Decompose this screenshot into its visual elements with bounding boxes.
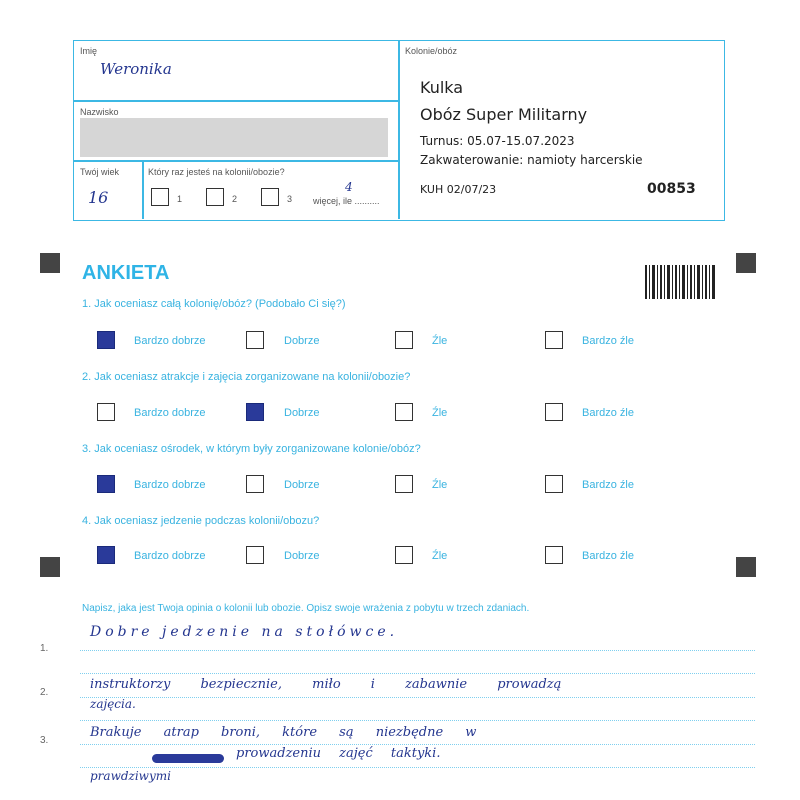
answer-line-3 <box>80 744 755 745</box>
turnus: Turnus: 05.07-15.07.2023 <box>420 134 575 148</box>
answer-line-2b <box>80 720 755 721</box>
surname-label: Nazwisko <box>80 107 119 117</box>
q2-option-very-bad-label: Bardzo źle <box>582 407 634 419</box>
header-divider-2 <box>74 160 398 162</box>
times-option-2: 2 <box>232 194 238 204</box>
survey-title: ANKIETA <box>82 262 170 284</box>
q3-option-bad[interactable] <box>395 475 413 493</box>
q1-option-good[interactable] <box>246 331 264 349</box>
times-more-value[interactable]: 4 <box>345 180 353 194</box>
answer-text-2a[interactable]: instruktorzy bezpiecznie, miło i zabawnie prowadzą <box>90 677 562 692</box>
question-2: 2. Jak oceniasz atrakcje i zajęcia zorganizowane na kolonii/obozie? <box>82 371 411 383</box>
registration-marker-tl <box>40 253 60 273</box>
q2-option-very-good-label: Bardzo dobrze <box>134 407 206 419</box>
age-label: Twój wiek <box>80 167 120 177</box>
q4-option-good[interactable] <box>246 546 264 564</box>
question-1: 1. Jak oceniasz całą kolonię/obóz? (Podobało Ci się?) <box>82 298 346 310</box>
q4-option-very-bad[interactable] <box>545 546 563 564</box>
answer-text-3c[interactable]: prawdziwymi <box>90 769 171 783</box>
times-checkbox-2[interactable] <box>206 188 224 206</box>
q1-option-very-bad[interactable] <box>545 331 563 349</box>
q4-option-bad-label: Źle <box>432 550 448 562</box>
answer-text-3a[interactable]: Brakuje atrap broni, które są niezbędne w <box>90 725 477 740</box>
q3-option-bad-label: Źle <box>432 479 448 491</box>
q1-option-very-good[interactable] <box>97 331 115 349</box>
q4-option-very-good-label: Bardzo dobrze <box>134 550 206 562</box>
answer-text-2b[interactable]: zajęcia. <box>90 697 136 711</box>
times-more-label: więcej, ile .......... <box>313 196 380 206</box>
q3-option-very-good[interactable] <box>97 475 115 493</box>
question-4: 4. Jak oceniasz jedzenie podczas kolonii/obozu? <box>82 515 320 527</box>
line-number-3: 3. <box>40 735 49 746</box>
q1-option-good-label: Dobrze <box>284 335 320 347</box>
q3-option-good-label: Dobrze <box>284 479 320 491</box>
q3-option-very-bad-label: Bardzo źle <box>582 479 634 491</box>
q4-option-bad[interactable] <box>395 546 413 564</box>
times-label: Który raz jesteś na kolonii/obozie? <box>148 167 285 177</box>
answer-line-1 <box>80 650 755 651</box>
q3-option-good[interactable] <box>246 475 264 493</box>
answer-text-3b[interactable]: prowadzeniu zajęć taktyki. <box>236 746 441 761</box>
registration-marker-tr <box>736 253 756 273</box>
camp-name-1: Kulka <box>420 78 464 97</box>
answer-line-2 <box>80 697 755 698</box>
times-option-3: 3 <box>287 194 293 204</box>
q2-option-very-bad[interactable] <box>545 403 563 421</box>
barcode-icon <box>645 265 715 299</box>
q2-option-bad[interactable] <box>395 403 413 421</box>
accommodation: Zakwaterowanie: namioty harcerskie <box>420 153 643 167</box>
camp-name-2: Obóz Super Militarny <box>420 105 588 124</box>
q3-option-very-bad[interactable] <box>545 475 563 493</box>
q4-option-very-good[interactable] <box>97 546 115 564</box>
q2-option-good[interactable] <box>246 403 264 421</box>
name-value[interactable]: Weronika <box>100 60 172 78</box>
crossed-out-word <box>152 754 224 763</box>
question-3: 3. Jak oceniasz ośrodek, w którym były zorganizowane kolonie/obóz? <box>82 443 421 455</box>
q1-option-very-good-label: Bardzo dobrze <box>134 335 206 347</box>
q1-option-very-bad-label: Bardzo źle <box>582 335 634 347</box>
age-value[interactable]: 16 <box>88 188 109 207</box>
q3-option-very-good-label: Bardzo dobrze <box>134 479 206 491</box>
surname-redacted <box>80 118 388 157</box>
q2-option-very-good[interactable] <box>97 403 115 421</box>
q4-option-good-label: Dobrze <box>284 550 320 562</box>
q1-option-bad-label: Źle <box>432 335 448 347</box>
header-divider-age <box>142 161 144 219</box>
answer-text-1[interactable]: Dobre jedzenie na stołówce. <box>90 624 399 640</box>
name-label: Imię <box>80 46 98 56</box>
q2-option-good-label: Dobrze <box>284 407 320 419</box>
line-number-1: 1. <box>40 643 49 654</box>
registration-marker-br <box>736 557 756 577</box>
registration-marker-bl <box>40 557 60 577</box>
times-option-1: 1 <box>177 194 183 204</box>
q4-option-very-bad-label: Bardzo źle <box>582 550 634 562</box>
header-divider-1 <box>74 100 398 102</box>
camp-number: 00853 <box>647 181 696 197</box>
opinion-prompt: Napisz, jaka jest Twoja opinia o kolonii lub obozie. Opisz swoje wrażenia z pobytu w trzech zdaniach. <box>82 603 530 614</box>
line-number-2: 2. <box>40 687 49 698</box>
answer-line-1b <box>80 673 755 674</box>
camp-code: KUH 02/07/23 <box>420 183 497 196</box>
header-divider-vertical <box>398 41 400 219</box>
camp-label: Kolonie/obóz <box>405 46 458 56</box>
answer-line-3b <box>80 767 755 768</box>
times-checkbox-1[interactable] <box>151 188 169 206</box>
q1-option-bad[interactable] <box>395 331 413 349</box>
times-checkbox-3[interactable] <box>261 188 279 206</box>
q2-option-bad-label: Źle <box>432 407 448 419</box>
